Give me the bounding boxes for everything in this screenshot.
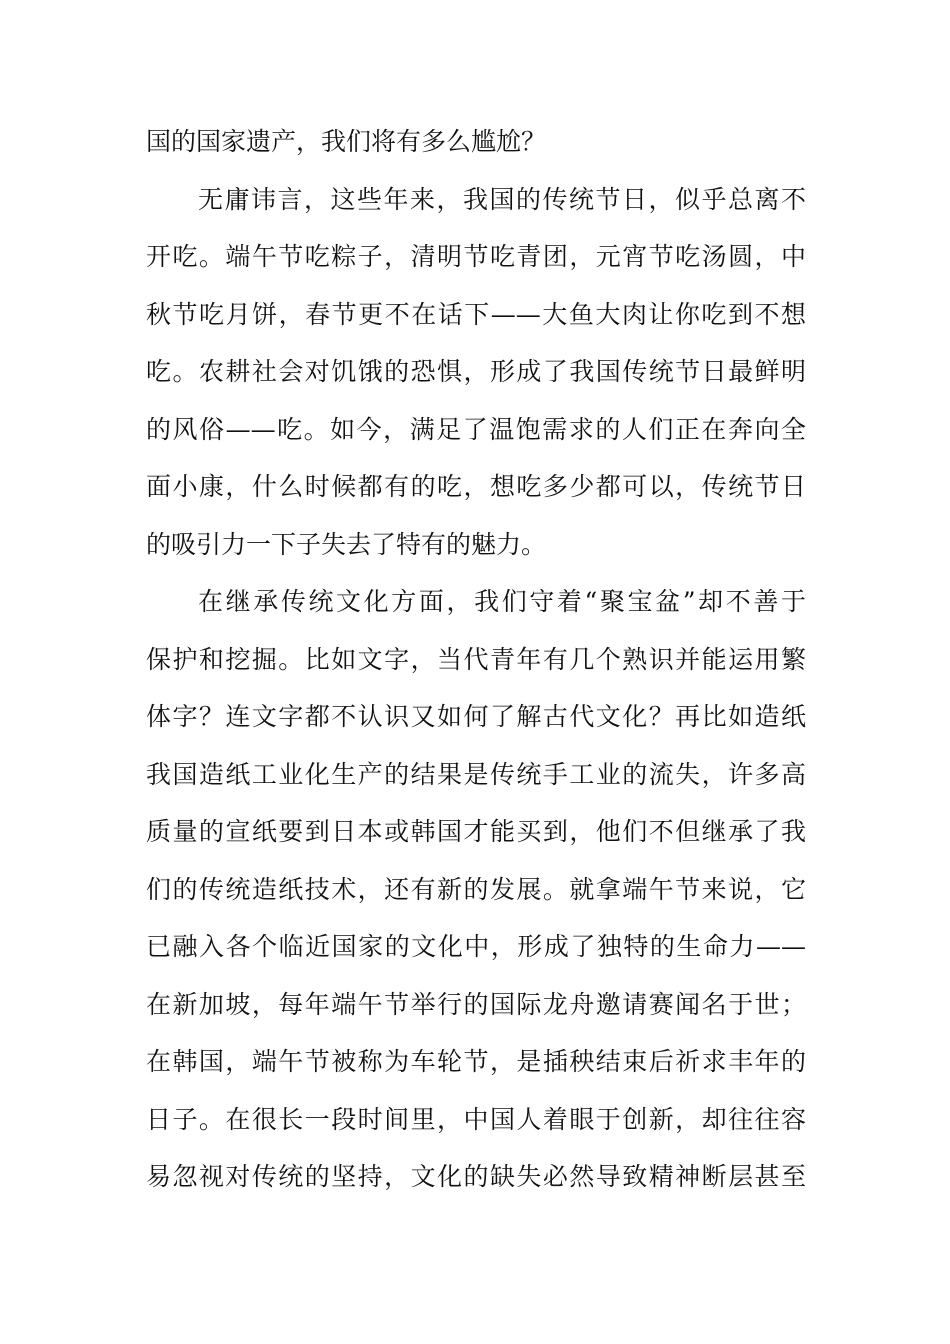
text-line: 已融入各个临近国家的文化中，形成了独特的生命力—— (146, 932, 806, 961)
text-line: 日子。在很长一段时间里，中国人着眼于创新，却往往容 (146, 1105, 806, 1134)
text-line: 我国造纸工业化生产的结果是传统手工业的流失，许多高 (146, 760, 806, 789)
text-line: 的风俗——吃。如今，满足了温饱需求的人们正在奔向全 (146, 415, 806, 444)
text-line: 在韩国，端午节被称为车轮节，是插秧结束后祈求丰年的 (146, 1047, 806, 1076)
text-line: 吃。农耕社会对饥饿的恐惧，形成了我国传统节日最鲜明 (146, 357, 806, 386)
text-line: 们的传统造纸技术，还有新的发展。就拿端午节来说，它 (146, 875, 806, 904)
text-line: 开吃。端午节吃粽子，清明节吃青团，元宵节吃汤圆，中 (146, 242, 806, 271)
text-line: 体字？连文字都不认识又如何了解古代文化？再比如造纸 (146, 702, 806, 731)
text-line: 秋节吃月饼，春节更不在话下——大鱼大肉让你吃到不想 (146, 300, 806, 329)
text-line: 面小康，什么时候都有的吃，想吃多少都可以，传统节日 (146, 472, 806, 501)
text-line: 质量的宣纸要到日本或韩国才能买到，他们不但继承了我 (146, 817, 806, 846)
text-line: 在继承传统文化方面，我们守着“聚宝盆”却不善于 (198, 587, 806, 616)
text-line: 国的国家遗产，我们将有多么尴尬？ (146, 127, 547, 156)
text-line: 在新加坡，每年端午节举行的国际龙舟邀请赛闻名于世； (146, 990, 806, 1019)
text-line: 的吸引力一下子失去了特有的魅力。 (146, 530, 547, 559)
text-line: 易忽视对传统的坚持，文化的缺失必然导致精神断层甚至 (146, 1162, 806, 1191)
text-line: 无庸讳言，这些年来，我国的传统节日，似乎总离不 (198, 185, 806, 214)
text-line: 保护和挖掘。比如文字，当代青年有几个熟识并能运用繁 (146, 645, 806, 674)
